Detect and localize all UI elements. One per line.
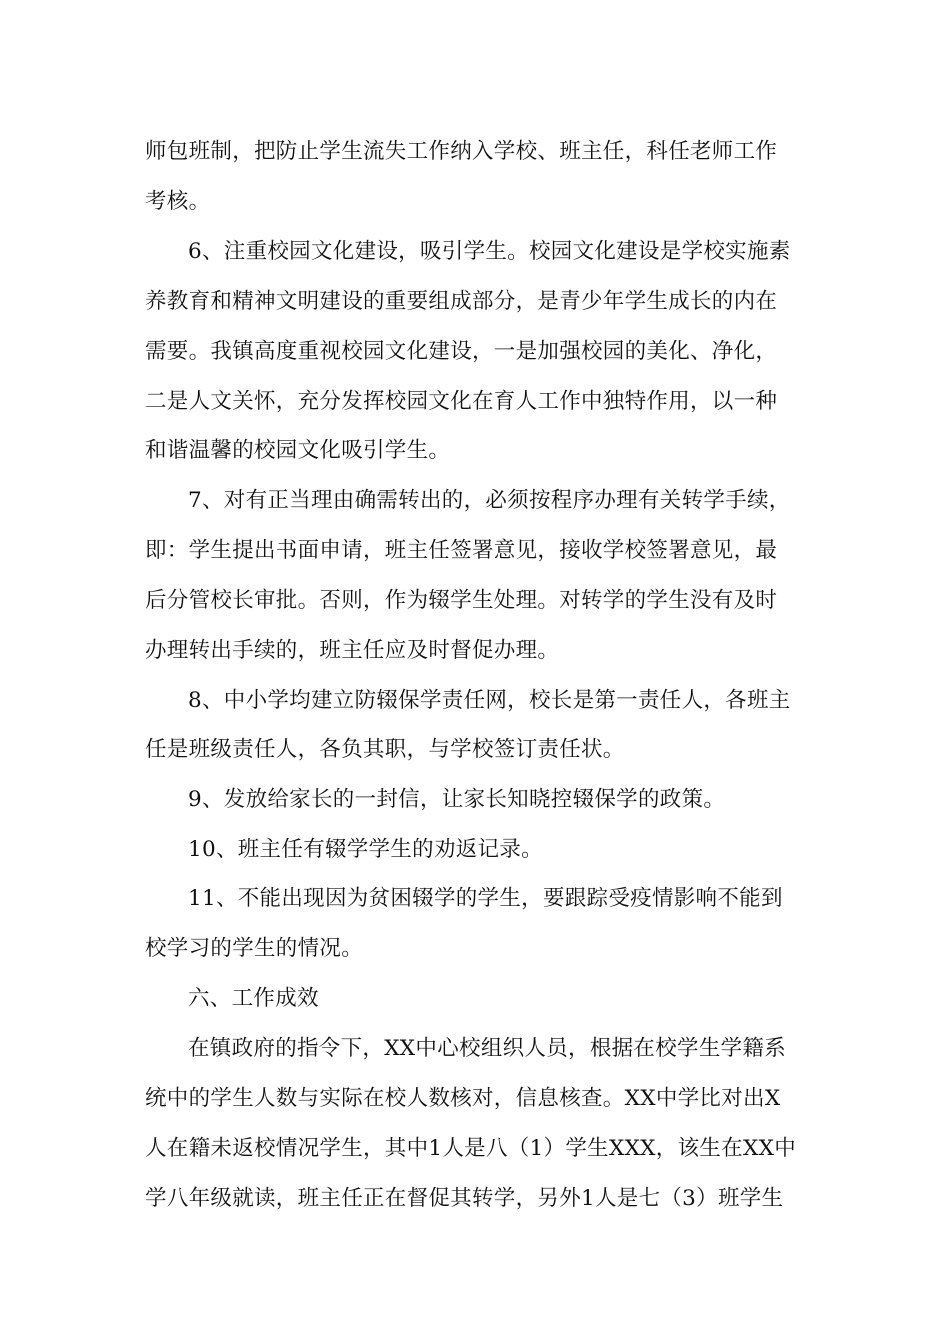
paragraph-line: 需要。我镇高度重视校园文化建设，一是加强校园的美化、净化， xyxy=(145,339,778,364)
paragraph-line: 统中的学生人数与实际在校人数核对，信息核查。XX中学比对出X xyxy=(145,1086,781,1111)
paragraph-line: 8、中小学均建立防辍保学责任网，校长是第一责任人，各班主 xyxy=(188,688,791,713)
section-heading: 六、工作成效 xyxy=(188,986,319,1011)
paragraph-line: 二是人文关怀，充分发挥校园文化在育人工作中独特作用，以一种 xyxy=(145,389,778,414)
paragraph-line: 9、发放给家长的一封信，让家长知晓控辍保学的政策。 xyxy=(188,787,726,812)
paragraph-line: 10、班主任有辍学学生的劝返记录。 xyxy=(188,837,543,862)
paragraph-line: 11、不能出现因为贫困辍学的学生，要跟踪受疫情影响不能到 xyxy=(188,886,783,911)
paragraph-line: 师包班制，把防止学生流失工作纳入学校、班主任，科任老师工作 xyxy=(145,139,778,164)
paragraph-line: 养教育和精神文明建设的重要组成部分，是青少年学生成长的内在 xyxy=(145,289,778,314)
paragraph-line: 人在籍未返校情况学生，其中1人是八（1）学生XXX，该生在XX中 xyxy=(145,1136,796,1161)
paragraph-line: 即：学生提出书面申请，班主任签署意见，接收学校签署意见，最 xyxy=(145,538,778,563)
paragraph-line: 6、注重校园文化建设，吸引学生。校园文化建设是学校实施素 xyxy=(188,239,791,264)
paragraph-line: 校学习的学生的情况。 xyxy=(145,936,364,961)
paragraph-line: 办理转出手续的，班主任应及时督促办理。 xyxy=(145,638,560,663)
paragraph-line: 后分管校长审批。否则，作为辍学生处理。对转学的学生没有及时 xyxy=(145,588,778,613)
paragraph-line: 考核。 xyxy=(145,189,211,214)
paragraph-line: 在镇政府的指令下，XX中心校组织人员，根据在校学生学籍系 xyxy=(188,1036,787,1061)
paragraph-line: 7、对有正当理由确需转出的，必须按程序办理有关转学手续， xyxy=(188,488,791,513)
paragraph-line: 学八年级就读，班主任正在督促其转学，另外1人是七（3）班学生 xyxy=(145,1186,784,1211)
paragraph-line: 任是班级责任人，各负其职，与学校签订责任状。 xyxy=(145,737,625,762)
paragraph-line: 和谐温馨的校园文化吸引学生。 xyxy=(145,438,451,463)
